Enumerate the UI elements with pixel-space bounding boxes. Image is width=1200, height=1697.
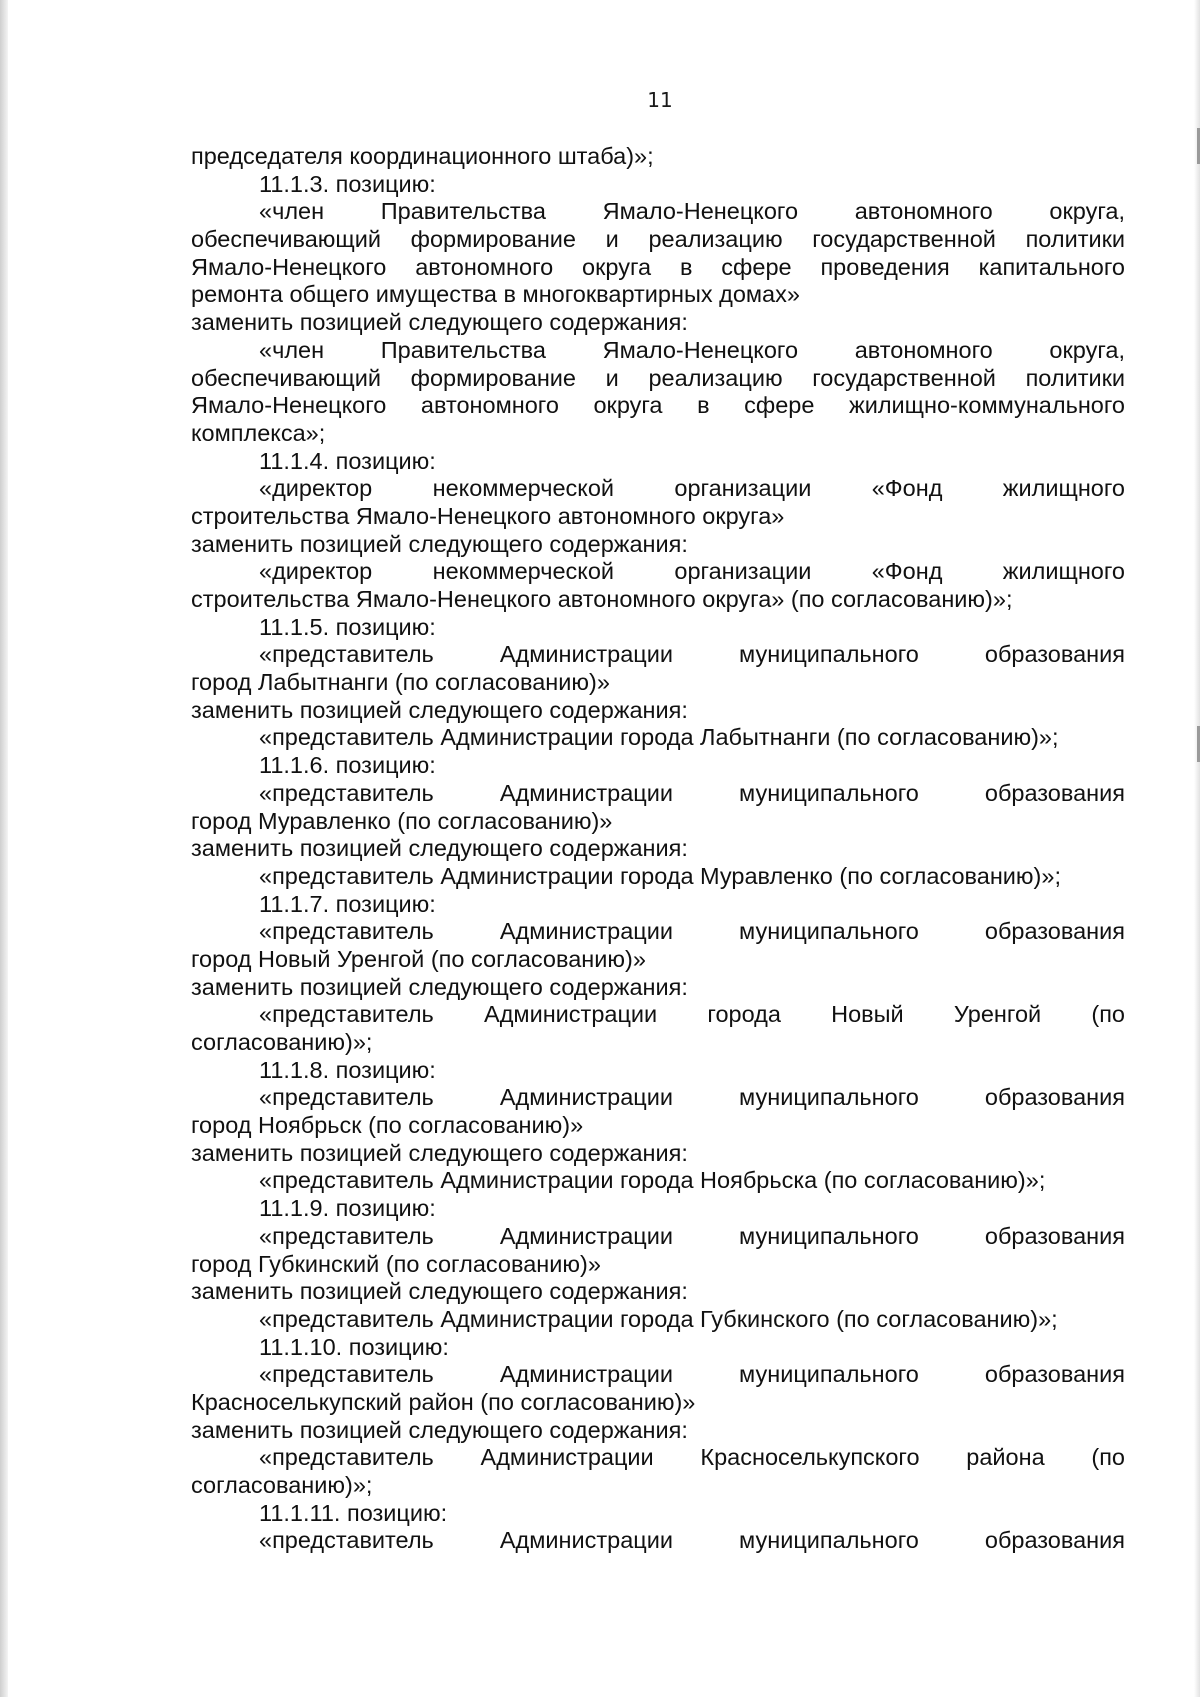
text-line: «представитель Администрации города Муравленко (по согласованию)»; bbox=[259, 862, 1061, 889]
text-line: ремонта общего имущества в многоквартирных домах» bbox=[191, 281, 800, 308]
text-line: Красноселькупский район (по согласованию)» bbox=[191, 1388, 696, 1415]
text-line: 11.1.5. позицию: bbox=[259, 613, 436, 640]
text-line: «член Правительства Ямало-Ненецкого автономного округа, bbox=[259, 198, 1125, 225]
text-line: «представитель Администрации муниципального образования bbox=[259, 641, 1125, 668]
text-line: Ямало-Ненецкого автономного округа в сфере проведения капитального bbox=[191, 253, 1125, 280]
text-line: 11.1.4. позицию: bbox=[259, 447, 436, 474]
text-line: 11.1.8. позицию: bbox=[259, 1056, 436, 1083]
text-line: город Новый Уренгой (по согласованию)» bbox=[191, 945, 646, 972]
text-line: строительства Ямало-Ненецкого автономного округа» bbox=[191, 502, 785, 529]
text-line: город Губкинский (по согласованию)» bbox=[191, 1250, 601, 1277]
text-line: согласованию)»; bbox=[191, 1029, 373, 1055]
page-number: 11 bbox=[647, 88, 673, 112]
document-body bbox=[191, 143, 1125, 1555]
text-line: заменить позицией следующего содержания: bbox=[191, 309, 688, 336]
text-line: город Лабытнанги (по согласованию)» bbox=[191, 669, 610, 696]
text-line: строительства Ямало-Ненецкого автономного округа» (по согласованию)»; bbox=[191, 586, 1013, 612]
text-line: «представитель Администрации муниципального образования bbox=[259, 1084, 1125, 1111]
text-line: обеспечивающий формирование и реализацию государственной политики bbox=[191, 226, 1125, 253]
text-line: заменить позицией следующего содержания: bbox=[191, 1139, 688, 1166]
text-line: город Муравленко (по согласованию)» bbox=[191, 807, 613, 834]
text-line: «представитель Администрации города Новый Уренгой (по bbox=[259, 1001, 1125, 1028]
text-line: «представитель Администрации Красноселькупского района (по bbox=[259, 1444, 1125, 1471]
text-line: заменить позицией следующего содержания: bbox=[191, 1416, 688, 1443]
text-line: заменить позицией следующего содержания: bbox=[191, 835, 688, 862]
text-line: председателя координационного штаба)»; bbox=[191, 143, 654, 169]
text-line: «представитель Администрации города Губкинского (по согласованию)»; bbox=[259, 1305, 1058, 1332]
text-line: «представитель Администрации муниципального образования bbox=[259, 918, 1125, 945]
text-line: 11.1.3. позицию: bbox=[259, 170, 436, 197]
text-line: заменить позицией следующего содержания: bbox=[191, 973, 688, 1000]
text-line: заменить позицией следующего содержания: bbox=[191, 530, 688, 557]
text-line: 11.1.11. позицию: bbox=[259, 1499, 448, 1526]
text-line: комплекса»; bbox=[191, 419, 326, 446]
text-line: «представитель Администрации муниципального образования bbox=[259, 1361, 1125, 1388]
text-line: 11.1.7. позицию: bbox=[259, 890, 436, 917]
text-line: город Ноябрьск (по согласованию)» bbox=[191, 1112, 584, 1139]
text-line: «директор некоммерческой организации «Фонд жилищного bbox=[259, 475, 1125, 502]
text-line: «представитель Администрации муниципального образования bbox=[259, 1222, 1125, 1249]
scan-edge-left bbox=[0, 0, 8, 1697]
text-line: «представитель Администрации муниципального образования bbox=[259, 779, 1125, 806]
text-line: Ямало-Ненецкого автономного округа в сфере жилищно-коммунального bbox=[191, 392, 1125, 419]
text-line: заменить позицией следующего содержания: bbox=[191, 1278, 688, 1305]
text-line: 11.1.6. позицию: bbox=[259, 752, 436, 779]
text-line: «представитель Администрации муниципального образования bbox=[259, 1527, 1125, 1554]
scan-edge-right bbox=[1194, 0, 1200, 1697]
text-line: «представитель Администрации города Ноябрьска (по согласованию)»; bbox=[259, 1167, 1046, 1194]
text-line: 11.1.9. позицию: bbox=[259, 1195, 436, 1222]
text-line: «директор некоммерческой организации «Фонд жилищного bbox=[259, 558, 1125, 585]
text-line: 11.1.10. позицию: bbox=[259, 1333, 449, 1360]
text-line: «член Правительства Ямало-Ненецкого автономного округа, bbox=[259, 336, 1125, 363]
text-line: обеспечивающий формирование и реализацию государственной политики bbox=[191, 364, 1125, 391]
text-line: «представитель Администрации города Лабытнанги (по согласованию)»; bbox=[259, 724, 1059, 751]
text-line: заменить позицией следующего содержания: bbox=[191, 696, 688, 723]
text-line: согласованию)»; bbox=[191, 1472, 373, 1498]
